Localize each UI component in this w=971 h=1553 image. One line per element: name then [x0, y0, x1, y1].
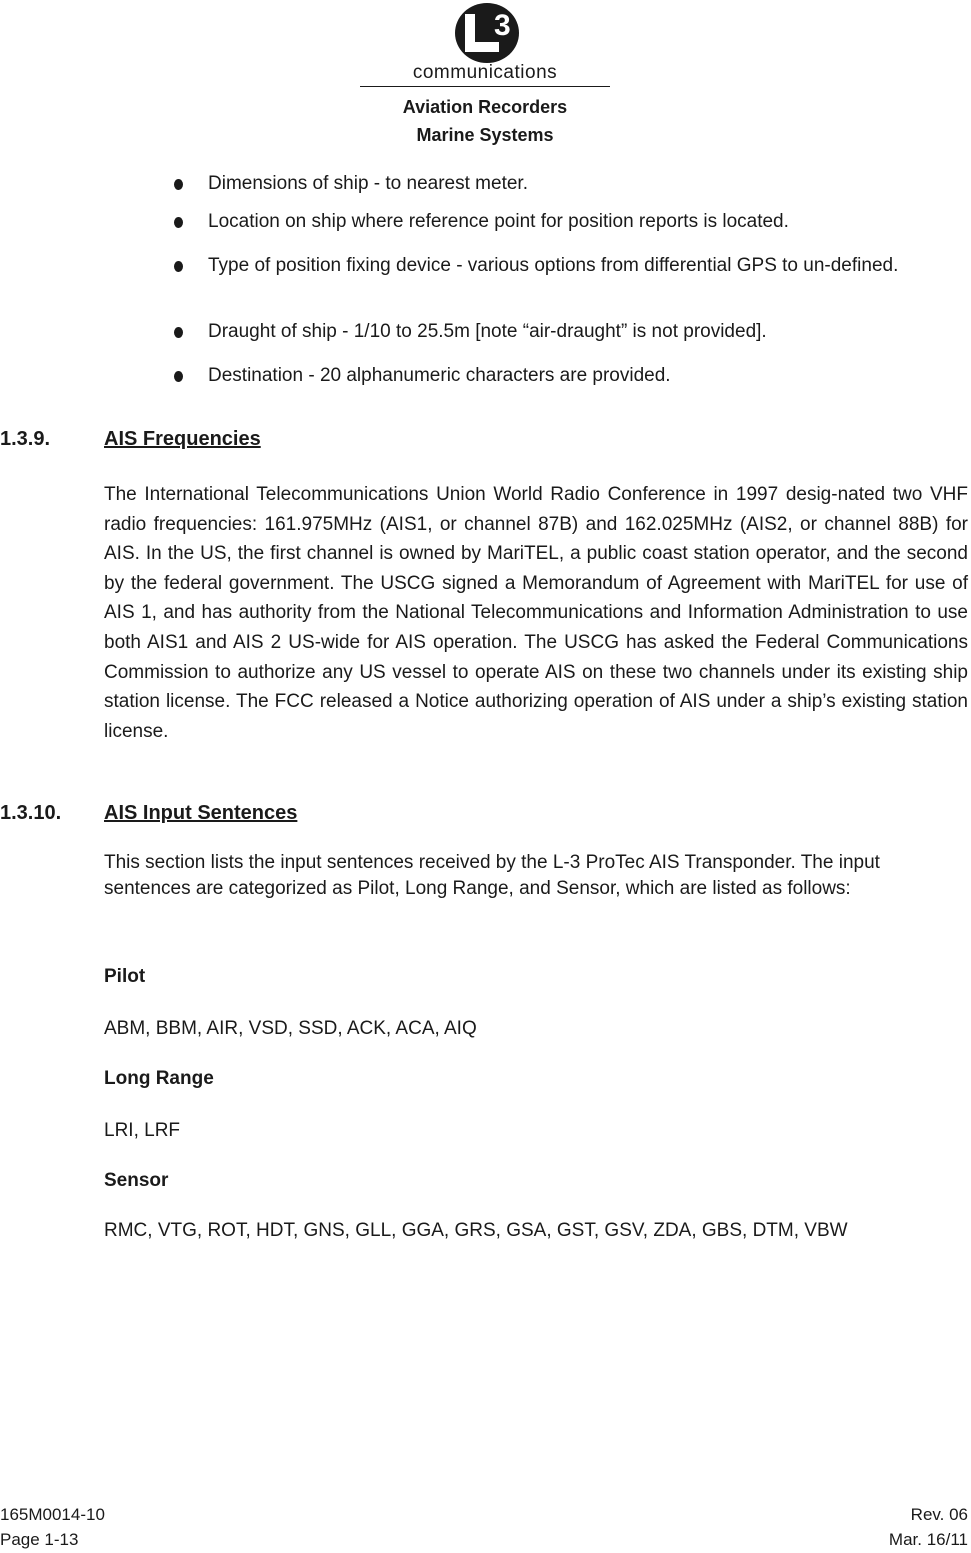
bullet-text: Location on ship where reference point for position reports is located. — [208, 211, 789, 232]
header-rule — [360, 86, 610, 87]
section-number: 1.3.10. — [0, 802, 62, 824]
section-paragraph: The International Telecommunications Union World Radio Conference in 1997 desig-nated two VHF radio frequencies: 161.975MHz (AIS1, or channel 87B) and 162.025MHz (AIS2, or channel 88B) for AIS. In the US, the first channel is owned by MariTEL, a public coast station operator, and the second by the federal government. The USCG signed a Memorandum of Agreement with MariTEL for use of AIS 1, and has authority from the National Telecommunications and Information Administration to use both AIS1 and AIS 2 US-wide for AIS operation. The USCG has asked the Federal Communications Commission to authorize any US vessel to operate AIS on these two channels under its existing ship station license. The FCC released a Notice authorizing operation of AIS under a ship’s existing station license. — [104, 484, 968, 742]
bullet-icon — [174, 261, 183, 272]
header-subdivision: Marine Systems — [416, 125, 554, 145]
bullet-text: Destination - 20 alphanumeric characters are provided. — [208, 365, 671, 386]
revision-date: Mar. 16/11 — [888, 1530, 968, 1549]
group-label-sensor: Sensor — [104, 1170, 169, 1191]
group-items-pilot: ABM, BBM, AIR, VSD, SSD, ACK, ACA, AIQ — [104, 1018, 477, 1039]
doc-number: 165M0014-10 — [0, 1505, 105, 1524]
section-title: AIS Input Sentences — [104, 802, 298, 824]
logo-mark-digit: 3 — [494, 9, 511, 42]
group-items-sensor: RMC, VTG, ROT, HDT, GNS, GLL, GGA, GRS, GSA, GST, GSV, ZDA, GBS, DTM, VBW — [104, 1220, 848, 1241]
bullet-text: Type of position fixing device - various options from differential GPS to un-defined. — [208, 255, 899, 276]
bullet-icon — [174, 179, 183, 190]
logo-wordmark: communications — [412, 62, 558, 83]
group-label-long-range: Long Range — [104, 1068, 214, 1089]
group-label-pilot: Pilot — [104, 966, 146, 987]
bullet-text: Dimensions of ship - to nearest meter. — [208, 173, 528, 194]
bullet-icon — [174, 217, 183, 228]
section-paragraph: This section lists the input sentences received by the L-3 ProTec AIS Transponder. The input sentences are categorized as Pilot, Long Range, and Sensor, which are listed as follows: — [104, 852, 880, 899]
section-number: 1.3.9. — [0, 428, 51, 450]
bullet-icon — [174, 371, 183, 382]
bullet-icon — [174, 327, 183, 338]
page-header — [0, 0, 971, 160]
revision: Rev. 06 — [910, 1505, 968, 1524]
header-division: Aviation Recorders — [402, 97, 568, 117]
group-items-long-range: LRI, LRF — [104, 1120, 181, 1141]
bullet-text: Draught of ship - 1/10 to 25.5m [note “air-draught” is not provided]. — [208, 321, 767, 342]
section-title: AIS Frequencies — [104, 428, 261, 450]
l3-logo-icon — [454, 2, 520, 64]
page-number: Page 1-13 — [0, 1530, 79, 1549]
